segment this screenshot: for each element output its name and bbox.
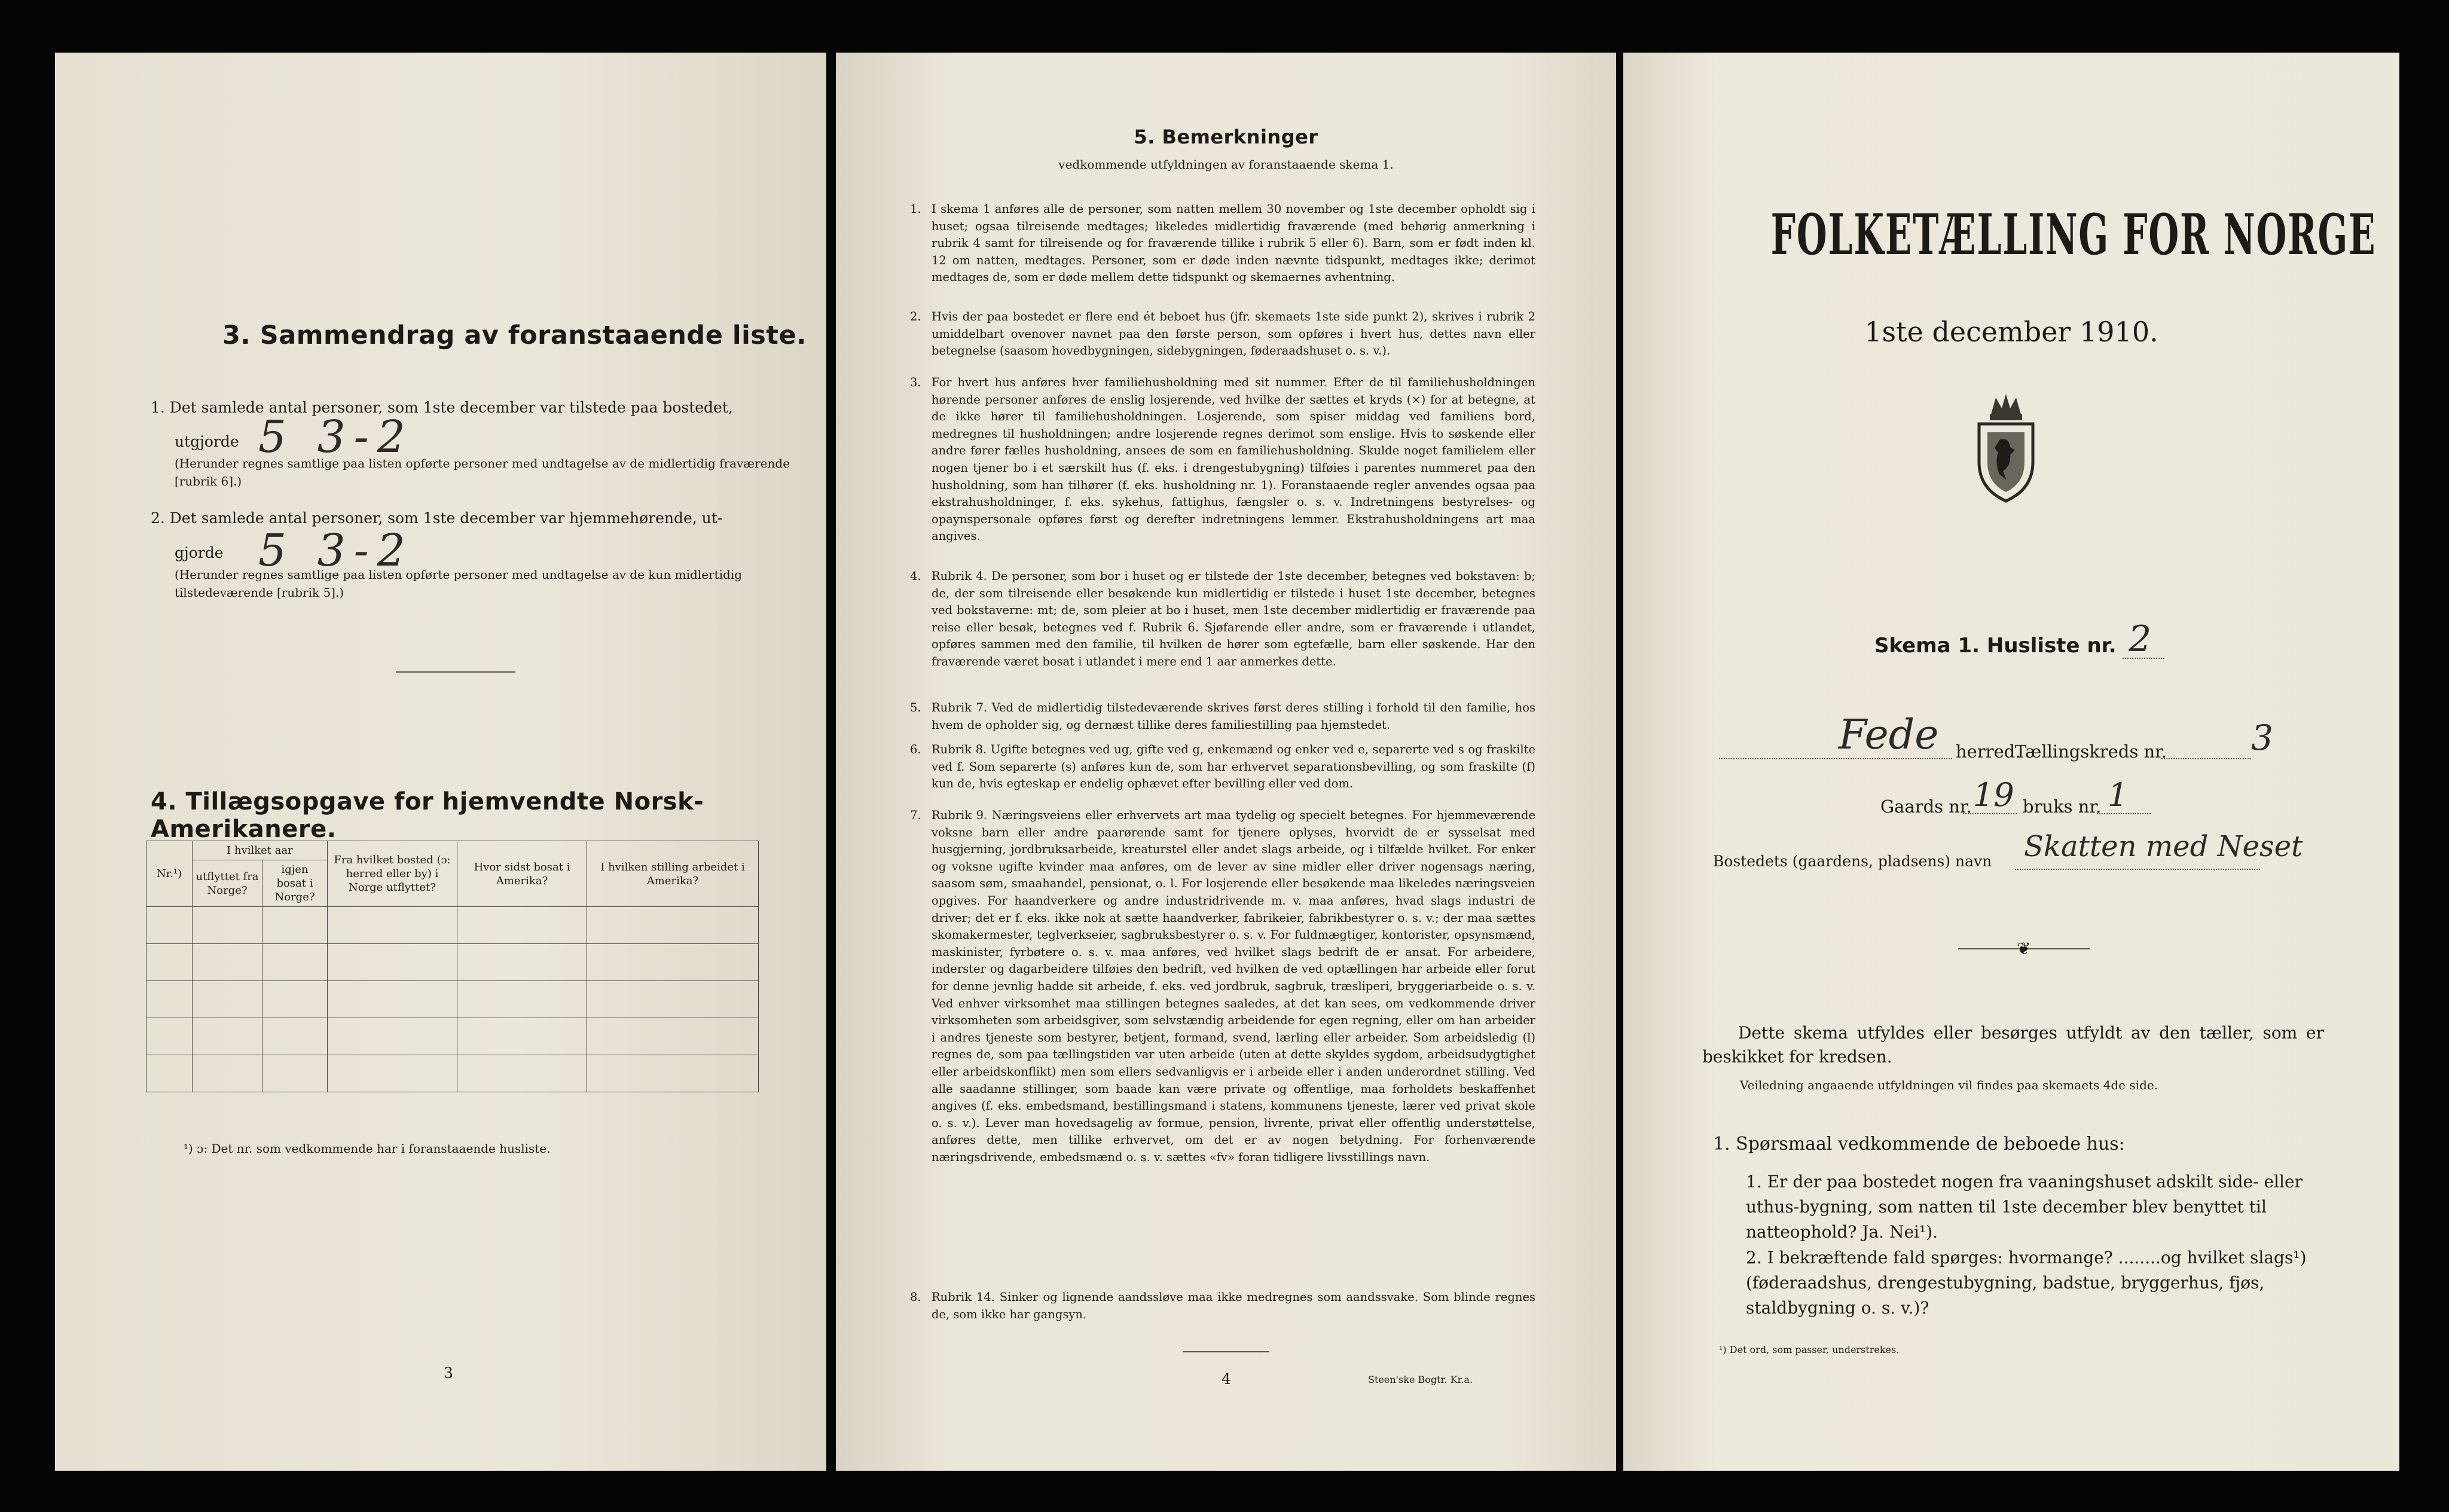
main-title-wrap xyxy=(1623,202,2399,268)
item-2-handwritten: 5 3-2 xyxy=(258,525,414,576)
item-1-label: utgjorde xyxy=(175,433,239,450)
kreds-value: 3 xyxy=(2251,717,2273,758)
remark-5: 5. Rubrik 7. Ved de midlertidig tilstedeværende skrives først deres stilling i forhold til den familie, hos hvem de opholder sig, og dernæst tillike deres familiestilling paa hjemstedet. xyxy=(910,701,1535,732)
remark-8: 8. Rubrik 14. Sinker og lignende aandssløve maa ikke medregnes som aandssvake. Som blinde regnes de, som ikke har gangsyn. xyxy=(910,1290,1535,1321)
remark-1: 1. I skema 1 anføres alle de personer, som natten mellem 30 november og 1ste december opholdt sig i huset; ogsaa tilreisende medtages; likeledes midlertidig fraværende (med behørig anmerkning i rubrik 4 samt for tilreisende og for fraværende tillike i rubrik 5 eller 6). Barn, som er født inden kl. 12 om natten, medtages. Personer, som er døde inden nævnte tidspunkt, medtages ikke; derimot medtages de, som er døde mellem dette tidspunkt og skemaernes avhentning. xyxy=(910,202,1535,285)
instruction-small: Veiledning angaaende utfyldningen vil findes paa skemaets 4de side. xyxy=(1740,1078,2158,1092)
census-date: 1ste december 1910. xyxy=(1864,316,2158,348)
main-title: FOLKETÆLLING FOR NORGE xyxy=(1770,202,2377,268)
remark-4: 4. Rubrik 4. De personer, som bor i huset og er tilstede der 1ste december, betegnes ved bokstaven: b; de, der som tilreisende eller besøkende kun midlertidig er tilstede i huset 1ste december, betegnes ved bokstaverne: mt; de, som pleier at bo i huset, men 1ste december midlertidig er fraværende paa reise eller besøk, betegnes ved f. Rubrik 6. Sjøfarende eller andre, som er fraværende i utlandet, opføres sammen med den familie, til hvilken de hører som egtefælle, barn eller søskende. Har den fraværende været bosat i utlandet i mere end 1 aar anmerkes dette. xyxy=(910,569,1535,668)
gaards-label: Gaards nr. xyxy=(1880,796,1972,817)
page-4 xyxy=(836,53,1616,1471)
norsk-amerikanere-table xyxy=(146,841,759,1092)
norway-coat-of-arms-icon xyxy=(1967,390,2045,504)
instruction-text: Dette skema utfyldes eller besørges utfyldt av den tæller, som er beskikket for kredsen. xyxy=(1702,1023,2324,1067)
col-stilling: I hvilken stilling arbeidet i Amerika? xyxy=(587,841,759,907)
page-3 xyxy=(55,53,826,1471)
section-4-title: 4. Tillægsopgave for hjemvendte Norsk-Amerikanere. xyxy=(151,788,704,843)
col-utflyttet: utflyttet fra Norge? xyxy=(193,860,262,907)
item-1-text: 1. Det samlede antal personer, som 1ste december var tilstede paa bostedet, xyxy=(151,399,733,416)
bosted-value: Skatten med Neset xyxy=(2024,830,2303,863)
remark-2: 2. Hvis der paa bostedet er flere end ét beboet hus (jfr. skemaets 1ste side punkt 2), skrives i rubrik 2 umiddelbart ovenover navnet paa den første person, som opføres i hvert hus, dettes navn eller betegnelse (saasom hovedbygningen, sidebygningen, føderaadshuset o. s. v.). xyxy=(910,310,1535,358)
divider xyxy=(1183,1351,1269,1352)
kreds-label: Tællingskreds nr. xyxy=(2015,741,2167,762)
table-row xyxy=(146,944,759,981)
item-2-note: (Herunder regnes samtlige paa listen opførte personer med undtagelse av de kun midlertidig tilstedeværende [rubrik 5].) xyxy=(175,567,743,600)
page-number: 3 xyxy=(444,1364,453,1382)
table-row xyxy=(146,907,759,944)
col-fra-bosted: Fra hvilket bosted (ɔ: herred eller by) i Norge utflyttet? xyxy=(328,841,457,907)
remark-7: 7. Rubrik 9. Næringsveiens eller erhvervets art maa tydelig og specielt betegnes. For hjemmeværende voksne barn eller andre paarørende samt for tjenere oplyses, hvorvidt de er sysselsat med husgjerning, jordbruksarbeide, kreaturstel eller andet slags arbeide, og i tilfælde hvilket. For enker og voksne ugifte kvinder maa anføres, om de lever av sine midler eller driver nogensags næring, saasom søm, smaahandel, pensionat, o. l. For losjerende eller besøkende maa likeledes næringsveien opgives. For haandverkere og andre industridrivende m. v. maa anføres, hvad slags industri de driver; det er f. eks. ikke nok at sætte haandverker, fabrikeier, fabrikbestyrer o. s. v.; der maa sættes skomakermester, teglverkseier, sagbruksbestyrer o. s. v. For fuldmægtiger, kontorister, opsynsmænd, maskinister, fyrbøtere o. s. v. maa anføres, ved hvilket slags bedrift de er ansat. For arbeidere, inderster og dagarbeidere tilføies den bedrift, ved hvilken de ved optællingen har arbeide eller forut for denne jevnlig hadde sit arbeide, f. eks. ved jordbruk, sagbruk, træsliperi, bryggeriarbeide o. s. v. Ved enhver virksomhet maa stillingen betegnes saaledes, at det kan sees, om vedkommende driver virksomheten som arbeidsgiver, som selvstændig arbeidende for egen regning, eller om han arbeider i andres tjeneste som bestyrer, betjent, formand, svend, lærling eller arbeider. Som arbeidsledig (l) regnes de, som paa tællingstiden var uten arbeide (uten at dette skyldes sygdom, arbeidsudygtighet eller arbeidskonflikt) men som ellers sedvanligvis er i arbeide eller i anden underordnet stilling. Ved alle saadanne stillinger, som baade kan være private og offentlige, maa forholdets beskaffenhet angives (f. eks. embedsmand, bestillingsmand i statens, kommunens tjeneste, lærer ved privat skole o. s. v.). Lever man hovedsagelig av formue, pension, livrente, privat eller offentlig understøttelse, anføres dette, men tillike erhvervet, om det er av nogen betydning. For forhenværende næringsdrivende, embedsmænd o. s. v. sættes «fv» foran tidligere livsstillings navn. xyxy=(910,808,1535,1164)
item-1-note: (Herunder regnes samtlige paa listen opførte personer med undtagelse av de midlertidig fraværende [rubrik 6].) xyxy=(175,456,790,488)
printer-mark: Steen'ske Bogtr. Kr.a. xyxy=(1368,1374,1473,1385)
table-footnote: ¹) ɔ: Det nr. som vedkommende har i foranstaaende husliste. xyxy=(184,1141,551,1156)
col-sidst-bosat: Hvor sidst bosat i Amerika? xyxy=(457,841,587,907)
divider xyxy=(396,671,515,673)
husliste-nr: 2 xyxy=(2129,618,2152,660)
ornament-icon: ❦ xyxy=(2017,939,2031,958)
item-2-label: gjorde xyxy=(175,544,224,561)
item-1-handwritten: 5 3-2 xyxy=(258,411,414,463)
page-number: 4 xyxy=(1222,1370,1231,1388)
item-2-text: 2. Det samlede antal personer, som 1ste december var hjemmehørende, ut- xyxy=(151,509,723,527)
herred-label: herred. xyxy=(1956,741,2021,762)
question-1: 1. Er der paa bostedet nogen fra vaaningshuset adskilt side- eller uthus-bygning, som natten til 1ste december blev benyttet til natteophold? Ja. Nei¹). xyxy=(1746,1172,2303,1242)
remarks-title: 5. Bemerkninger xyxy=(1134,126,1318,148)
col-igjen-bosat: igjen bosat i Norge? xyxy=(262,860,328,907)
remark-3: 3. For hvert hus anføres hver familiehusholdning med sit nummer. Efter de til familiehusholdningen hørende personer anføres de enslig losjerende, ved hvilke der sættes et kryds (×) for at betegne, at de ikke hører til familiehusholdningen. Losjerende, som spiser middag ved familiens bord, medregnes til husholdningen; andre losjerende regnes derimot som enslige. Hvis to søskende eller andre fører fælles husholdning, ansees de som en familiehusholdning. Skulde noget familielem eller nogen tjener bo i et særskilt hus (f. eks. i drengestubygning) tilføies i parentes nummeret paa den husholdning, som han tilhører (f. eks. husholdning nr. 1). Foranstaaende regler anvendes ogsaa paa ekstrahusholdninger, f. eks. sykehus, fattighus, fængsler o. s. v. Indretningens bestyrelses- og opaynspersonale opføres først og derefter indretningens lemmer. Ekstrahusholdningens art maa angives. xyxy=(910,375,1535,543)
table-row xyxy=(146,1018,759,1055)
bruks-value: 1 xyxy=(2108,776,2129,814)
gaards-value: 19 xyxy=(1973,776,2014,814)
col-year-group: I hvilket aar xyxy=(193,841,328,860)
remarks-subtitle: vedkommende utfyldningen av foranstaaende skema 1. xyxy=(1058,157,1394,172)
page-1-cover xyxy=(1623,53,2399,1471)
question-2: 2. I bekræftende fald spørges: hvormange? ........og hvilket slags¹) (føderaadshus, drengestubygning, badstue, bryggerhus, fjøs, staldbygning o. s. v.)? xyxy=(1746,1248,2307,1318)
col-nr: Nr.¹) xyxy=(146,841,193,907)
bruks-label: bruks nr. xyxy=(2023,796,2102,817)
table-row xyxy=(146,1055,759,1092)
bosted-label: Bostedets (gaardens, pladsens) navn xyxy=(1713,853,1992,870)
skema-label: Skema 1. Husliste nr. xyxy=(1874,634,2117,658)
questions-title: 1. Spørsmaal vedkommende de beboede hus: xyxy=(1713,1134,2125,1154)
herred-value: Fede xyxy=(1839,711,1939,759)
section-3-title: 3. Sammendrag av foranstaaende liste. xyxy=(222,320,807,350)
table-row xyxy=(146,981,759,1018)
cover-footnote: ¹) Det ord, som passer, understrekes. xyxy=(1719,1344,1900,1355)
remark-6: 6. Rubrik 8. Ugifte betegnes ved ug, gifte ved g, enkemænd og enker ved e, separerte ved s og fraskilte ved f. Som separerte (s) anføres kun de, som har erhvervet separationsbevilling, og som fraskilte (f) kun de, hvis egteskap er endelig ophævet efter bevilling eller ved dom. xyxy=(910,743,1535,791)
